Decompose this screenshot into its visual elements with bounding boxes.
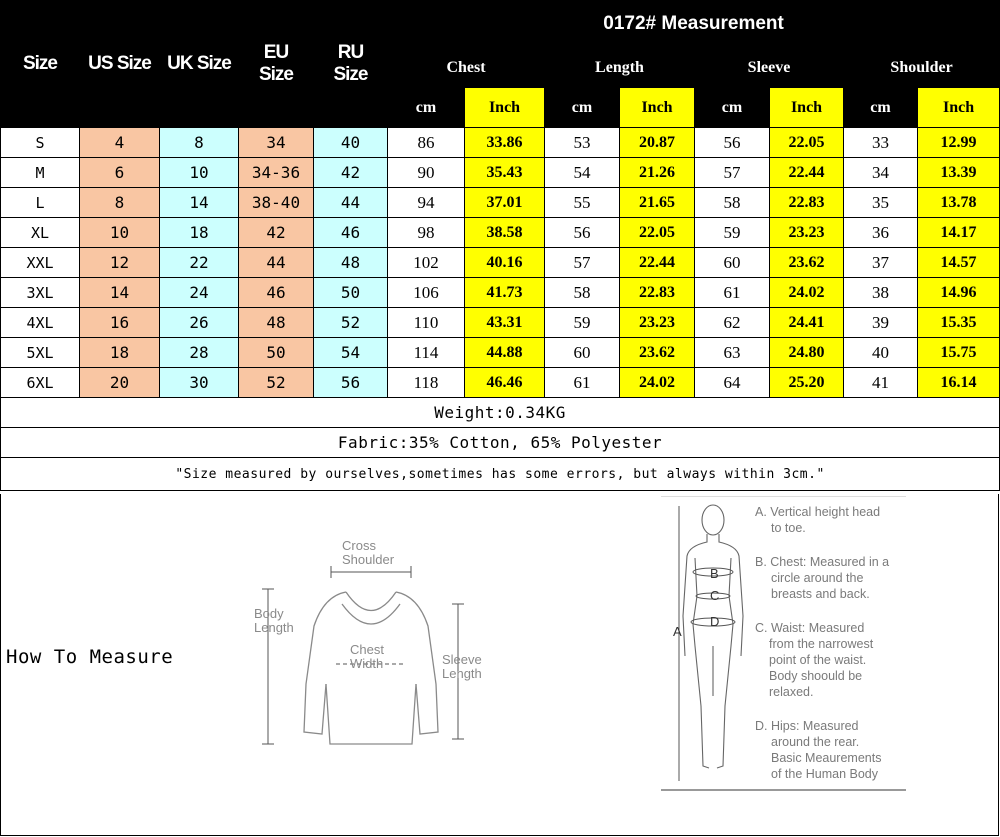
cell-sleeve-inch: 22.83 — [770, 188, 844, 218]
cell-size: L — [1, 188, 80, 218]
group-sleeve: Sleeve — [695, 48, 844, 88]
cell-uk: 14 — [160, 188, 239, 218]
cell-chest-inch: 35.43 — [465, 158, 545, 188]
header-us-size: US Size — [80, 1, 160, 128]
cell-length-inch: 20.87 — [620, 128, 695, 158]
cell-shoulder-cm: 39 — [844, 308, 918, 338]
cell-shoulder-cm: 40 — [844, 338, 918, 368]
cell-eu: 42 — [239, 218, 314, 248]
cell-sleeve-cm: 62 — [695, 308, 770, 338]
sweater-left-sleeve — [304, 592, 346, 734]
cell-us: 18 — [80, 338, 160, 368]
cell-size: XL — [1, 218, 80, 248]
cell-chest-inch: 46.46 — [465, 368, 545, 398]
table-row — [1, 278, 1000, 308]
cell-shoulder-inch: 13.39 — [918, 158, 1000, 188]
group-shoulder: Shoulder — [844, 48, 1000, 88]
sweater-collar-inner — [342, 604, 400, 624]
cell-shoulder-inch: 15.35 — [918, 308, 1000, 338]
label-shoulder: Shoulder — [342, 552, 395, 567]
cell-shoulder-cm: 38 — [844, 278, 918, 308]
cell-shoulder-inch: 12.99 — [918, 128, 1000, 158]
label-sleeve: Sleeve — [442, 652, 482, 667]
cell-chest-cm: 118 — [388, 368, 465, 398]
cell-shoulder-cm: 37 — [844, 248, 918, 278]
cell-length-cm: 55 — [545, 188, 620, 218]
body-measurement-diagram — [661, 496, 906, 792]
cell-chest-cm: 90 — [388, 158, 465, 188]
cell-eu: 38-40 — [239, 188, 314, 218]
letter-a: A — [673, 624, 682, 639]
weight-info: Weight:0.34KG — [1, 398, 1000, 428]
sweater-body — [326, 684, 416, 744]
desc-a-2: to toe. — [771, 521, 806, 535]
sweater-collar — [346, 592, 396, 611]
cell-ru: 48 — [314, 248, 388, 278]
cell-ru: 52 — [314, 308, 388, 338]
cell-chest-cm: 114 — [388, 338, 465, 368]
label-chest-width: Width — [350, 656, 384, 671]
cell-length-inch: 23.23 — [620, 308, 695, 338]
cell-length-cm: 54 — [545, 158, 620, 188]
cell-sleeve-inch: 23.23 — [770, 218, 844, 248]
cell-sleeve-cm: 63 — [695, 338, 770, 368]
measurement-title: 0172# Measurement — [388, 1, 1000, 48]
table-row — [1, 188, 1000, 218]
desc-b-1: B. Chest: Measured in a — [755, 555, 890, 569]
cell-size: 5XL — [1, 338, 80, 368]
cell-ru: 40 — [314, 128, 388, 158]
cell-uk: 22 — [160, 248, 239, 278]
cell-uk: 24 — [160, 278, 239, 308]
unit-inch: Inch — [465, 88, 545, 128]
unit-cm: cm — [844, 88, 918, 128]
cell-sleeve-cm: 57 — [695, 158, 770, 188]
cell-uk: 28 — [160, 338, 239, 368]
header-ru-line2: Size — [333, 64, 368, 85]
cell-sleeve-inch: 24.80 — [770, 338, 844, 368]
letter-b: B — [710, 566, 719, 581]
cell-sleeve-inch: 23.62 — [770, 248, 844, 278]
cell-ru: 54 — [314, 338, 388, 368]
cell-length-inch: 22.44 — [620, 248, 695, 278]
cell-sleeve-inch: 25.20 — [770, 368, 844, 398]
cell-sleeve-inch: 22.44 — [770, 158, 844, 188]
cell-length-inch: 21.65 — [620, 188, 695, 218]
cell-length-cm: 56 — [545, 218, 620, 248]
unit-inch: Inch — [620, 88, 695, 128]
desc-c-1: C. Waist: Measured — [755, 621, 865, 635]
desc-b-2: circle around the — [771, 571, 864, 585]
cell-shoulder-cm: 33 — [844, 128, 918, 158]
table-row — [1, 308, 1000, 338]
label-cross: Cross — [342, 538, 376, 553]
cell-eu: 46 — [239, 278, 314, 308]
label-sleeve-length: Length — [442, 666, 482, 681]
cell-chest-cm: 94 — [388, 188, 465, 218]
letter-c: C — [710, 588, 720, 603]
table-row — [1, 218, 1000, 248]
cell-sleeve-inch: 24.41 — [770, 308, 844, 338]
header-eu-line2: Size — [258, 64, 294, 85]
human-body-icon — [683, 505, 743, 768]
label-body: Body — [254, 606, 284, 621]
cell-sleeve-cm: 64 — [695, 368, 770, 398]
how-to-measure-section — [0, 494, 999, 836]
unit-inch: Inch — [770, 88, 844, 128]
cell-ru: 44 — [314, 188, 388, 218]
cell-length-inch: 22.83 — [620, 278, 695, 308]
header-ru-line1: RU — [337, 42, 364, 63]
cell-shoulder-inch: 16.14 — [918, 368, 1000, 398]
group-length: Length — [545, 48, 695, 88]
cell-chest-cm: 106 — [388, 278, 465, 308]
header-ru-size — [314, 1, 388, 128]
table-row — [1, 128, 1000, 158]
cell-shoulder-cm: 34 — [844, 158, 918, 188]
cell-eu: 52 — [239, 368, 314, 398]
desc-d-3: Basic Meaurements — [771, 751, 882, 765]
header-eu-size — [239, 1, 314, 128]
desc-d-4: of the Human Body — [771, 767, 879, 781]
cell-shoulder-inch: 14.17 — [918, 218, 1000, 248]
how-to-measure-title: How To Measure — [6, 646, 174, 668]
cell-length-cm: 60 — [545, 338, 620, 368]
table-row — [1, 158, 1000, 188]
unit-cm: cm — [545, 88, 620, 128]
cell-chest-inch: 41.73 — [465, 278, 545, 308]
cell-eu: 50 — [239, 338, 314, 368]
desc-c-4: Body shoould be — [769, 669, 863, 683]
cell-sleeve-inch: 22.05 — [770, 128, 844, 158]
cell-shoulder-cm: 35 — [844, 188, 918, 218]
cell-eu: 44 — [239, 248, 314, 278]
desc-b-3: breasts and back. — [771, 587, 870, 601]
cell-length-cm: 61 — [545, 368, 620, 398]
cell-sleeve-cm: 60 — [695, 248, 770, 278]
cell-uk: 26 — [160, 308, 239, 338]
letter-d: D — [710, 614, 720, 629]
label-body-length: Length — [254, 620, 294, 635]
desc-c-3: point of the waist. — [769, 653, 867, 667]
cell-chest-cm: 98 — [388, 218, 465, 248]
table-row — [1, 248, 1000, 278]
header-size: Size — [1, 1, 80, 128]
cell-us: 14 — [80, 278, 160, 308]
cell-chest-inch: 38.58 — [465, 218, 545, 248]
table-row — [1, 368, 1000, 398]
cell-size: XXL — [1, 248, 80, 278]
size-rows — [1, 128, 1000, 491]
cell-length-inch: 24.02 — [620, 368, 695, 398]
cell-us: 12 — [80, 248, 160, 278]
cell-length-cm: 57 — [545, 248, 620, 278]
cell-chest-cm: 86 — [388, 128, 465, 158]
cell-ru: 46 — [314, 218, 388, 248]
cell-shoulder-inch: 14.96 — [918, 278, 1000, 308]
measurement-note: "Size measured by ourselves,sometimes has some errors, but always within 3cm." — [1, 458, 1000, 491]
cell-sleeve-cm: 58 — [695, 188, 770, 218]
cell-uk: 8 — [160, 128, 239, 158]
cell-sleeve-cm: 61 — [695, 278, 770, 308]
cell-us: 4 — [80, 128, 160, 158]
desc-c-2: from the narrowest — [769, 637, 874, 651]
label-chest: Chest — [350, 642, 384, 657]
cell-sleeve-inch: 24.02 — [770, 278, 844, 308]
cell-shoulder-cm: 41 — [844, 368, 918, 398]
cell-size: S — [1, 128, 80, 158]
cell-eu: 34 — [239, 128, 314, 158]
unit-cm: cm — [695, 88, 770, 128]
cell-us: 16 — [80, 308, 160, 338]
group-chest: Chest — [388, 48, 545, 88]
cell-size: 4XL — [1, 308, 80, 338]
cell-chest-inch: 37.01 — [465, 188, 545, 218]
cell-sleeve-cm: 56 — [695, 128, 770, 158]
unit-inch: Inch — [918, 88, 1000, 128]
cell-ru: 56 — [314, 368, 388, 398]
cell-us: 6 — [80, 158, 160, 188]
table-row — [1, 338, 1000, 368]
cell-us: 8 — [80, 188, 160, 218]
cell-eu: 34-36 — [239, 158, 314, 188]
cell-shoulder-inch: 15.75 — [918, 338, 1000, 368]
cell-length-cm: 53 — [545, 128, 620, 158]
desc-d-2: around the rear. — [771, 735, 860, 749]
cell-length-inch: 23.62 — [620, 338, 695, 368]
desc-a-1: A. Vertical height head — [755, 505, 881, 519]
sweater-diagram — [246, 534, 506, 774]
cell-eu: 48 — [239, 308, 314, 338]
cell-size: 3XL — [1, 278, 80, 308]
desc-d-1: D. Hips: Measured — [755, 719, 859, 733]
cell-chest-inch: 43.31 — [465, 308, 545, 338]
cell-shoulder-cm: 36 — [844, 218, 918, 248]
cell-chest-inch: 40.16 — [465, 248, 545, 278]
cell-shoulder-inch: 14.57 — [918, 248, 1000, 278]
desc-c-5: relaxed. — [769, 685, 814, 699]
cell-length-cm: 58 — [545, 278, 620, 308]
cell-size: M — [1, 158, 80, 188]
sweater-right-sleeve — [396, 592, 438, 734]
cell-uk: 30 — [160, 368, 239, 398]
header-uk-size: UK Size — [160, 1, 239, 128]
cell-chest-inch: 33.86 — [465, 128, 545, 158]
cell-size: 6XL — [1, 368, 80, 398]
cell-us: 20 — [80, 368, 160, 398]
cell-uk: 10 — [160, 158, 239, 188]
cell-shoulder-inch: 13.78 — [918, 188, 1000, 218]
cell-ru: 50 — [314, 278, 388, 308]
fabric-info: Fabric:35% Cotton, 65% Polyester — [1, 428, 1000, 458]
cell-length-inch: 22.05 — [620, 218, 695, 248]
cell-us: 10 — [80, 218, 160, 248]
cell-chest-inch: 44.88 — [465, 338, 545, 368]
cell-uk: 18 — [160, 218, 239, 248]
unit-cm: cm — [388, 88, 465, 128]
cell-ru: 42 — [314, 158, 388, 188]
cell-length-cm: 59 — [545, 308, 620, 338]
cell-chest-cm: 110 — [388, 308, 465, 338]
header-eu-line1: EU — [263, 42, 289, 63]
cell-sleeve-cm: 59 — [695, 218, 770, 248]
cell-chest-cm: 102 — [388, 248, 465, 278]
cell-length-inch: 21.26 — [620, 158, 695, 188]
